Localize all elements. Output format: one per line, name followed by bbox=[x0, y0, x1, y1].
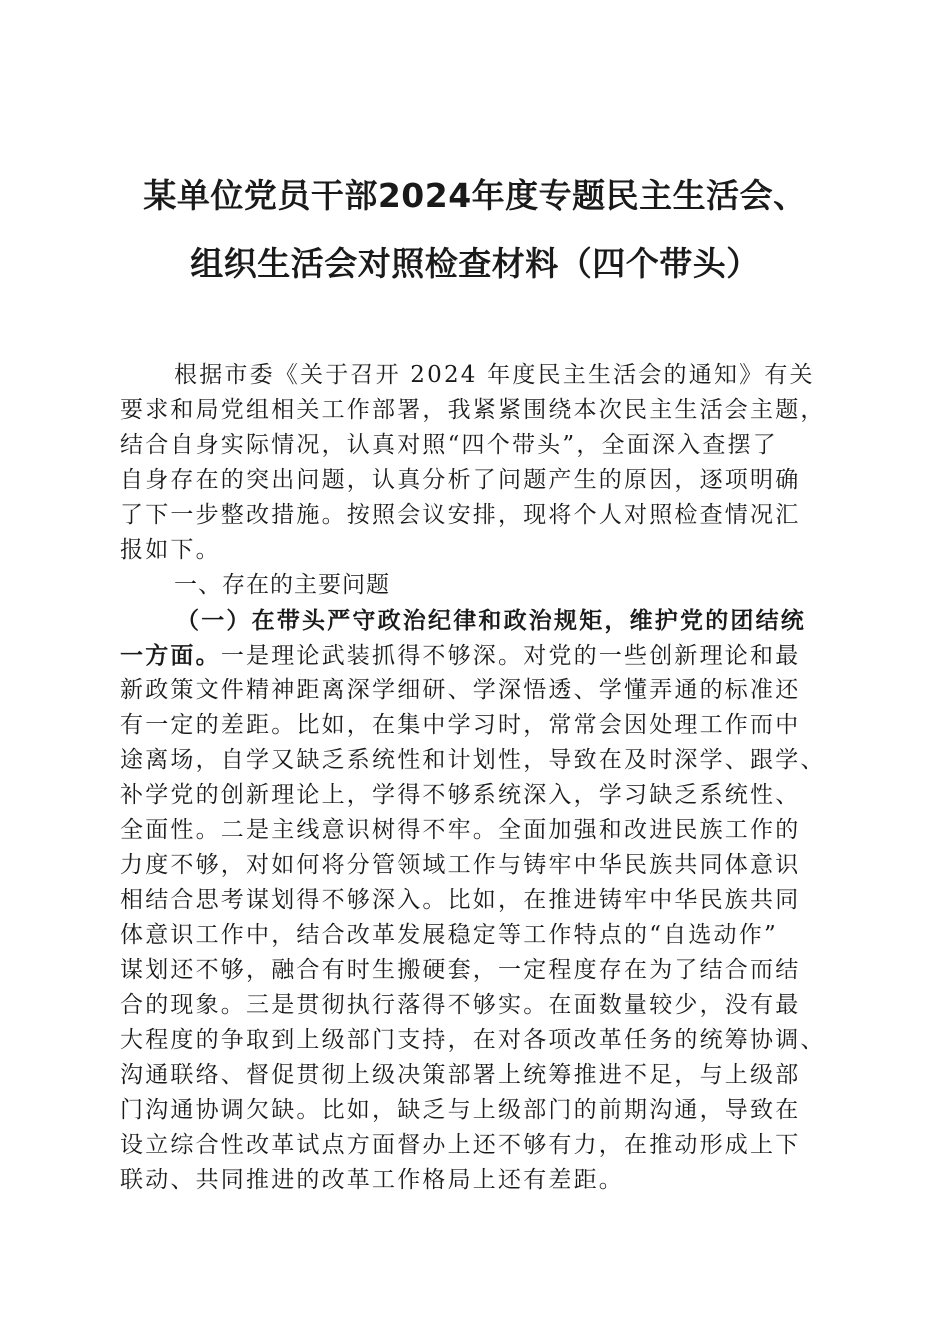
subsection-heading: （一）在带头严守政治纪律和政治规矩，维护党的团结统 bbox=[176, 607, 806, 634]
document-body bbox=[120, 358, 834, 1198]
subsection-line: 谋划还不够，融合有时生搬硬套，一定程度存在为了结合而结 bbox=[120, 957, 801, 983]
subsection-line: 新政策文件精神距离深学细研、学深悟透、学懂弄通的标准还 bbox=[120, 677, 801, 703]
intro-line: 自身存在的突出问题，认真分析了问题产生的原因，逐项明确 bbox=[120, 467, 801, 493]
subsection-line: 门沟通协调欠缺。比如，缺乏与上级部门的前期沟通，导致在 bbox=[120, 1097, 801, 1123]
subsection-line: 沟通联络、督促贯彻上级决策部署上统筹推进不足，与上级部 bbox=[120, 1062, 801, 1088]
subsection-line: 联动、共同推进的改革工作格局上还有差距。 bbox=[120, 1167, 624, 1193]
intro-line: 结合自身实际情况，认真对照“四个带头”，全面深入查摆了 bbox=[120, 432, 778, 458]
subsection-line: 相结合思考谋划得不够深入。比如，在推进铸牢中华民族共同 bbox=[120, 887, 801, 913]
subsection-line: 补学党的创新理论上，学得不够系统深入，学习缺乏系统性、 bbox=[120, 782, 801, 808]
subsection-line: 合的现象。三是贯彻执行落得不够实。在面数量较少，没有最 bbox=[120, 992, 801, 1018]
subsection-line: 全面性。二是主线意识树得不牢。全面加强和改进民族工作的 bbox=[120, 817, 801, 843]
subsection-line: 力度不够，对如何将分管领域工作与铸牢中华民族共同体意识 bbox=[120, 852, 801, 878]
intro-line: 要求和局党组相关工作部署，我紧紧围绕本次民主生活会主题， bbox=[120, 397, 826, 423]
subsection-line: 有一定的差距。比如，在集中学习时，常常会因处理工作而中 bbox=[120, 712, 801, 738]
subsection-line bbox=[120, 638, 834, 673]
subsection-line: 途离场，自学又缺乏系统性和计划性，导致在及时深学、跟学、 bbox=[120, 747, 826, 773]
intro-line: 报如下。 bbox=[120, 537, 221, 563]
subsection-text: 一是理论武装抓得不够深。对党的一些创新理论和最 bbox=[220, 643, 801, 669]
section-heading: 一、存在的主要问题 bbox=[174, 572, 390, 598]
document-title-line-2: 组织生活会对照检查材料（四个带头） bbox=[190, 244, 760, 283]
intro-line: 根据市委《关于召开 2024 年度民主生活会的通知》有关 bbox=[174, 362, 815, 388]
document-title-line-1: 某单位党员干部2024年度专题民主生活会、 bbox=[143, 176, 807, 215]
intro-line: 了下一步整改措施。按照会议安排，现将个人对照检查情况汇 bbox=[120, 502, 801, 528]
subsection-line: 大程度的争取到上级部门支持，在对各项改革任务的统筹协调、 bbox=[120, 1027, 826, 1053]
subsection-line: 设立综合性改革试点方面督办上还不够有力，在推动形成上下 bbox=[120, 1132, 801, 1158]
subsection-line: 体意识工作中，结合改革发展稳定等工作特点的“自选动作” bbox=[120, 922, 778, 948]
subsection-heading-end: 一方面。 bbox=[120, 642, 221, 669]
